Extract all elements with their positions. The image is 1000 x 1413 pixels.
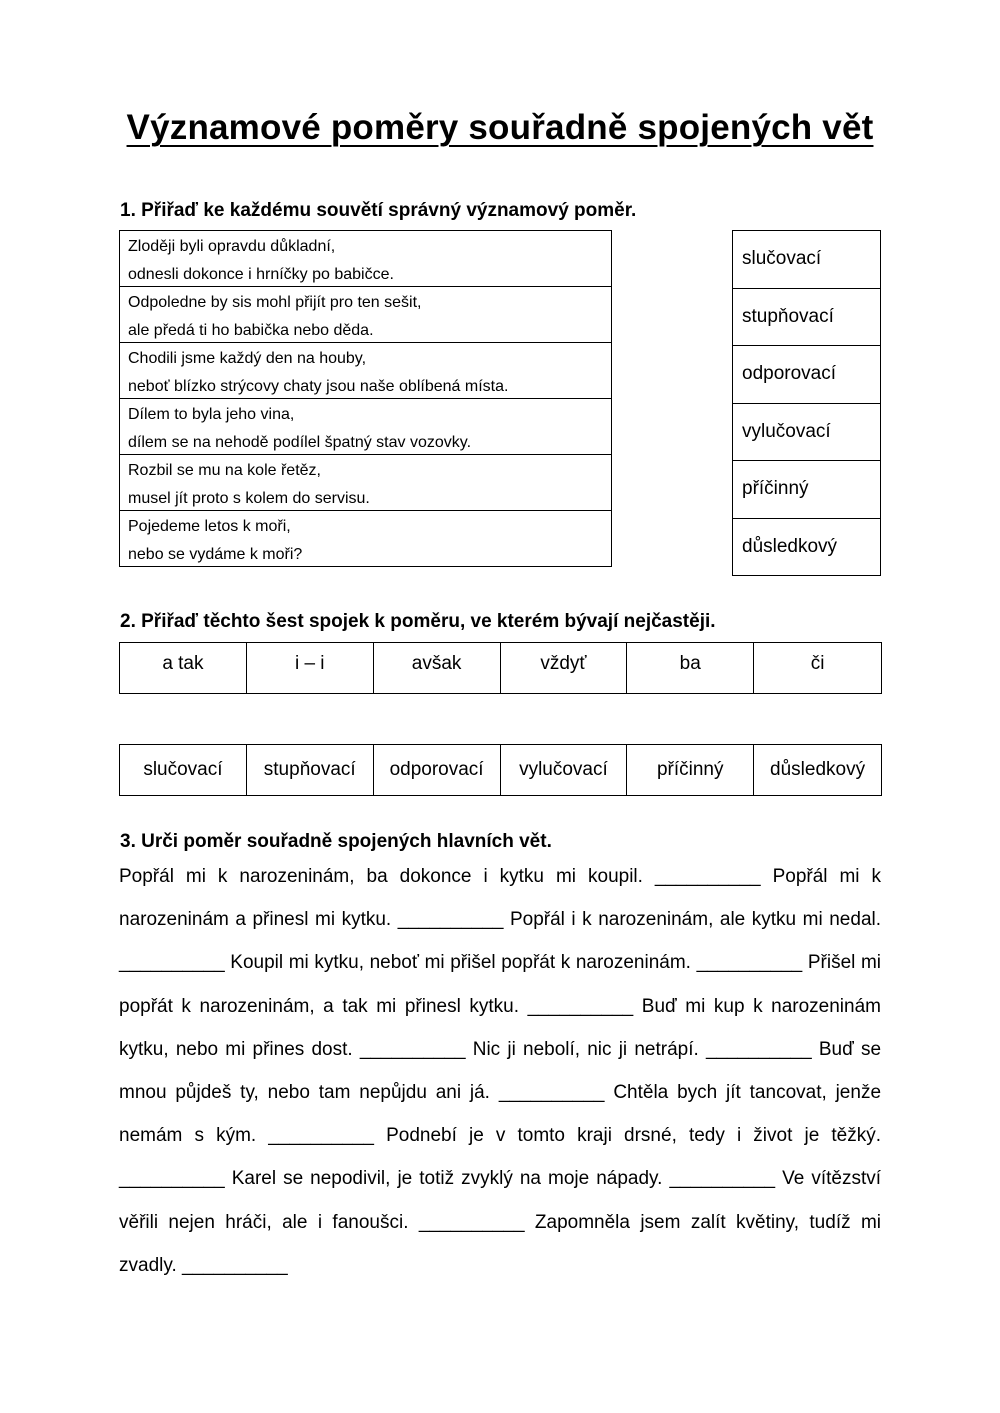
sentence-line: odnesli dokonce i hrníčky po babičce. <box>128 266 394 283</box>
answer-blank[interactable]: __________ <box>669 1168 776 1190</box>
sentence-row[interactable] <box>119 231 612 287</box>
exercise-sentence: Koupil mi kytku, neboť mi přišel popřát k narozeninám. <box>230 952 691 974</box>
section1-heading: 1. Přiřaď ke každému souvětí správný významový poměr. <box>120 200 637 221</box>
relation-table <box>732 230 881 576</box>
relation-box[interactable]: stupňovací <box>732 289 881 347</box>
answer-blank[interactable]: __________ <box>182 1254 288 1276</box>
exercise-sentence: Přišel mi popřát k narozeninám, a tak mi přinesl kytku. <box>119 952 882 1017</box>
relation-target[interactable]: vylučovací <box>501 745 628 795</box>
answer-blank[interactable]: __________ <box>268 1125 374 1147</box>
exercise-sentence: Chtěla bych jít tancovat, jenže nemám s kým. <box>119 1082 882 1147</box>
relation-target[interactable]: příčinný <box>627 745 754 795</box>
exercise-sentence: Buď mi kup k narozeninám kytku, nebo mi přines dost. <box>119 995 881 1060</box>
sentence-line: Pojedeme letos k moři, <box>128 518 291 535</box>
answer-blank[interactable]: __________ <box>119 952 225 974</box>
sentence-line: Zloději byli opravdu důkladní, <box>128 238 336 255</box>
relation-box[interactable]: důsledkový <box>732 519 881 577</box>
conjunction-chip[interactable]: a tak <box>120 643 247 693</box>
exercise-sentence: Popřál mi k narozeninám, ba dokonce i kytku mi koupil. <box>119 866 643 887</box>
sentence-row[interactable] <box>119 287 612 343</box>
sentence-line: neboť blízko strýcovy chaty jsou naše oblíbená místa. <box>128 378 509 395</box>
answer-blank[interactable]: __________ <box>359 1038 466 1060</box>
answer-blank[interactable]: __________ <box>527 995 634 1017</box>
sentence-line: nebo se vydáme k moři? <box>128 546 303 563</box>
exercise-sentence: Karel se nepodivil, je totiž zvyklý na moje nápady. <box>231 1168 663 1190</box>
sentence-line: Odpoledne by sis mohl přijít pro ten sešit, <box>128 294 422 311</box>
conjunction-chip[interactable]: vždyť <box>501 643 628 693</box>
conjunction-row <box>119 642 882 694</box>
conjunction-chip[interactable]: avšak <box>374 643 501 693</box>
relation-target[interactable]: slučovací <box>120 745 247 795</box>
relation-target[interactable]: důsledkový <box>770 759 866 780</box>
section2-heading: 2. Přiřaď těchto šest spojek k poměru, ve kterém bývají nejčastěji. <box>120 611 716 632</box>
sentence-row[interactable] <box>119 455 612 511</box>
relation-box[interactable]: příčinný <box>732 461 881 519</box>
exercise-sentence: Buď se mnou půjdeš ty, nebo tam nepůjdu ani já. <box>119 1038 882 1104</box>
sentence-table <box>119 230 612 567</box>
relation-target[interactable]: odporovací <box>374 745 501 795</box>
sentence-line: Rozbil se mu na kole řetěz, <box>128 462 321 479</box>
sentence-line: musel jít proto s kolem do servisu. <box>128 490 370 507</box>
exercise-sentence: Zapomněla jsem zalít květiny, tudíž mi zvadly. <box>119 1211 882 1276</box>
conjunction-chip[interactable]: i – i <box>247 643 374 693</box>
exercise-sentence: Popřál mi k narozeninám a přinesl mi kytku. <box>119 866 882 931</box>
relation-box[interactable]: slučovací <box>732 231 881 289</box>
answer-blank[interactable]: __________ <box>696 952 803 974</box>
conjunction-chip[interactable]: ba <box>627 643 754 693</box>
exercise-paragraph <box>119 855 881 1287</box>
page-title: Významové poměry souřadně spojených vět <box>126 108 874 147</box>
section3-heading: 3. Urči poměr souřadně spojených hlavních vět. <box>120 831 552 852</box>
exercise-sentence: Popřál i k narozeninám, ale kytku mi nedal. <box>509 909 882 931</box>
sentence-line: Dílem to byla jeho vina, <box>128 406 295 423</box>
relation-box[interactable]: odporovací <box>732 346 881 404</box>
exercise-sentence: Ve vítězství věřili nejen hráči, ale i fanoušci. <box>119 1168 882 1233</box>
answer-blank[interactable]: __________ <box>498 1082 605 1104</box>
answer-blank[interactable]: __________ <box>654 866 761 887</box>
sentence-line: dílem se na nehodě podílel špatný stav vozovky. <box>128 434 472 451</box>
answer-blank[interactable]: __________ <box>705 1038 812 1060</box>
answer-blank[interactable]: __________ <box>418 1211 525 1233</box>
answer-blank[interactable]: __________ <box>397 909 504 931</box>
sentence-row[interactable] <box>119 511 612 567</box>
sentence-row[interactable] <box>119 343 612 399</box>
relation-target-row <box>119 744 882 796</box>
relation-box[interactable]: vylučovací <box>732 404 881 462</box>
exercise-sentence: Nic ji nebolí, nic ji netrápí. <box>472 1038 699 1060</box>
exercise-sentence: Podnebí je v tomto kraji drsné, tedy i život je těžký. <box>386 1125 881 1147</box>
sentence-line: Chodili jsme každý den na houby, <box>128 350 367 367</box>
answer-blank[interactable]: __________ <box>119 1168 225 1190</box>
conjunction-chip[interactable]: či <box>810 653 825 674</box>
sentence-row[interactable] <box>119 399 612 455</box>
relation-target[interactable]: stupňovací <box>247 745 374 795</box>
sentence-line: ale předá ti ho babička nebo děda. <box>128 322 374 339</box>
